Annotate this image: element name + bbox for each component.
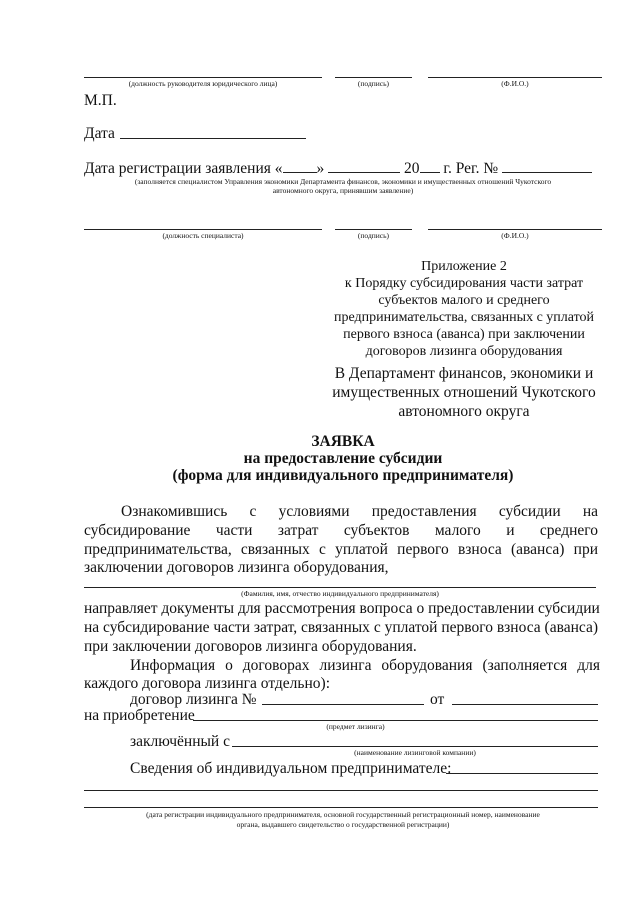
appendix-line: субъектов малого и среднего xyxy=(378,293,550,308)
contract-date-field[interactable] xyxy=(452,704,598,705)
purchase-subject-field[interactable] xyxy=(193,720,598,721)
caption-specialist-name: (Ф.И.О.) xyxy=(501,231,529,240)
specialist-name-line[interactable] xyxy=(428,229,602,230)
appendix-line: договоров лизинга оборудования xyxy=(365,344,563,359)
registration-note-1: (заполняется специалистом Управления экономики Департамента финансов, экономики и имущественных отношений Чукотского xyxy=(134,177,552,186)
registration-note-2: автономного округа, принявшим заявление) xyxy=(272,186,414,195)
heading-title: ЗАЯВКА xyxy=(311,433,375,450)
para1-line-1: Ознакомившись с условиями предоставления субсидии на xyxy=(121,503,598,520)
caption-specialist-signature: (подпись) xyxy=(357,231,390,240)
entrepreneur-field-2[interactable] xyxy=(84,790,598,791)
para3-line-1: Информация о договорах лизинга оборудования (заполняется для xyxy=(130,657,600,674)
registration-month-field[interactable] xyxy=(328,158,400,173)
caption-signature: (подпись) xyxy=(357,79,390,88)
heading-subtitle-2: (форма для индивидуального предпринимателя) xyxy=(172,467,514,484)
addressee-line: имущественных отношений Чукотского xyxy=(332,384,596,401)
addressee-line: автономного округа xyxy=(398,403,530,420)
leasing-company-field[interactable] xyxy=(232,746,598,747)
para3-line-2: каждого договора лизинга отдельно): xyxy=(84,675,330,692)
stamp-label: М.П. xyxy=(84,92,117,109)
registration-year-field[interactable] xyxy=(420,158,440,173)
caption-registration-2: органа, выдавшего свидетельство о государственной регистрации) xyxy=(236,820,450,829)
caption-position: (должность руководителя юридического лица) xyxy=(128,79,278,88)
registration-row xyxy=(84,158,592,178)
para1-line-3: предпринимательства, связанных с уплатой первого взноса (аванса) при xyxy=(84,541,598,558)
appendix-block xyxy=(326,258,602,360)
date-label: Дата xyxy=(84,125,115,142)
caption-subject: (предмет лизинга) xyxy=(326,722,385,731)
para1-line-2: субсидирование части затрат субъектов малого и среднего xyxy=(84,522,598,539)
concluded-label: заключённый с xyxy=(130,733,230,750)
appendix-line: первого взноса (аванса) при заключении xyxy=(343,327,585,342)
appendix-line: предпринимательства, связанных с уплатой xyxy=(333,310,595,325)
registration-number-label: г. Рег. № xyxy=(443,160,499,177)
entrepreneur-field-3[interactable] xyxy=(84,807,598,808)
purchase-label: на приобретение xyxy=(84,707,195,724)
heading xyxy=(84,433,602,484)
entrepreneur-field-1[interactable] xyxy=(446,773,598,774)
name-line[interactable] xyxy=(428,77,602,78)
appendix-line: к Порядку субсидирования части затрат xyxy=(344,276,584,291)
caption-registration-1: (дата регистрации индивидуального предпринимателя, основной государственный регистрационный номер, наименование xyxy=(146,810,540,819)
contract-label: договор лизинга № xyxy=(130,691,257,708)
appendix-line: Приложение 2 xyxy=(421,259,507,274)
fio-field[interactable] xyxy=(84,587,596,588)
position-line[interactable] xyxy=(84,77,322,78)
registration-number-field[interactable] xyxy=(502,158,592,173)
registration-label: Дата регистрации заявления « xyxy=(84,160,283,177)
caption-specialist-position: (должность специалиста) xyxy=(162,231,244,240)
addressee-line: В Департамент финансов, экономики и xyxy=(334,365,594,382)
heading-subtitle-1: на предоставление субсидии xyxy=(243,450,443,467)
date-field[interactable] xyxy=(120,138,306,139)
registration-year: 20 xyxy=(404,160,420,177)
para2-line-3: при заключении договоров лизинга оборудования. xyxy=(84,638,417,655)
addressee-block xyxy=(326,364,602,421)
caption-name: (Ф.И.О.) xyxy=(501,79,529,88)
entrepreneur-label: Сведения об индивидуальном предпринимателе: xyxy=(130,760,452,777)
registration-quote: » xyxy=(316,160,325,177)
contract-number-field[interactable] xyxy=(262,704,424,705)
caption-fio: (Фамилия, имя, отчество индивидуального предпринимателя) xyxy=(241,589,439,598)
para2-line-2: на субсидирование части затрат, связанных с уплатой первого взноса (аванса) xyxy=(84,619,598,636)
signature-line[interactable] xyxy=(335,77,412,78)
para2-line-1: направляет документы для рассмотрения вопроса о предоставлении субсидии xyxy=(84,600,600,617)
contract-from-label: от xyxy=(430,691,445,708)
para1-line-4: заключении договоров лизинга оборудования, xyxy=(84,559,389,576)
caption-company: (наименование лизинговой компании) xyxy=(354,748,476,757)
specialist-position-line[interactable] xyxy=(84,229,322,230)
registration-day-field[interactable] xyxy=(283,158,317,173)
specialist-signature-line[interactable] xyxy=(335,229,412,230)
